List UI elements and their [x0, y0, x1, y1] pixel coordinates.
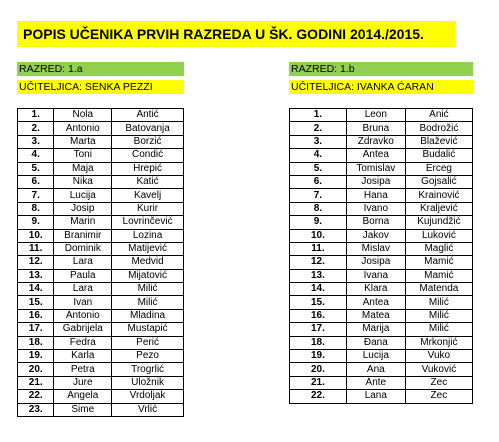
student-last-name: Pezo [112, 350, 184, 363]
student-last-name: Mamić [405, 269, 472, 282]
table-row [290, 309, 473, 322]
table-row [290, 162, 473, 175]
student-first-name: Fedra [54, 336, 112, 349]
table-row [290, 189, 473, 202]
student-first-name: Maja [54, 162, 112, 175]
table-row [18, 229, 184, 242]
student-last-name: Mustapić [112, 323, 184, 336]
student-number: 6. [290, 175, 347, 188]
student-first-name: Ante [346, 376, 405, 389]
student-number: 3. [18, 135, 54, 148]
table-row [18, 135, 184, 148]
student-number: 15. [290, 296, 347, 309]
table-row [290, 149, 473, 162]
table-row [290, 269, 473, 282]
student-number: 1. [18, 109, 54, 122]
student-last-name: Mamić [405, 256, 472, 269]
student-first-name: Hana [346, 189, 405, 202]
table-row [290, 109, 473, 122]
student-first-name: Nika [54, 175, 112, 188]
student-number: 7. [18, 189, 54, 202]
student-first-name: Antonio [54, 309, 112, 322]
student-last-name: Katić [112, 175, 184, 188]
table-row [290, 363, 473, 376]
table-row [18, 162, 184, 175]
table-row [18, 149, 184, 162]
table-row [290, 350, 473, 363]
table-row [18, 189, 184, 202]
table-row [18, 323, 184, 336]
student-number: 13. [290, 269, 347, 282]
student-last-name: Milić [405, 296, 472, 309]
student-last-name: Zec [405, 376, 472, 389]
student-number: 19. [290, 350, 347, 363]
student-number: 18. [18, 336, 54, 349]
student-first-name: Paula [54, 269, 112, 282]
student-number: 4. [18, 149, 54, 162]
student-number: 10. [290, 229, 347, 242]
student-first-name: Josip [54, 202, 112, 215]
student-first-name: Gabrijela [54, 323, 112, 336]
student-number: 16. [290, 309, 347, 322]
student-last-name: Perić [112, 336, 184, 349]
student-number: 10. [18, 229, 54, 242]
table-row [18, 296, 184, 309]
table-row [290, 175, 473, 188]
student-last-name: Matijević [112, 242, 184, 255]
table-row [18, 109, 184, 122]
table-row [18, 122, 184, 135]
student-first-name: Lana [346, 390, 405, 403]
table-row [18, 283, 184, 296]
student-number: 22. [290, 390, 347, 403]
student-last-name: Lovrinčević [112, 216, 184, 229]
student-last-name: Milić [405, 323, 472, 336]
class-1b-teacher: UČITELJICA: IVANKA ĆARAN [289, 80, 473, 94]
student-last-name: Kurir [112, 202, 184, 215]
student-last-name: Milić [112, 283, 184, 296]
student-number: 3. [290, 135, 347, 148]
table-row [290, 390, 473, 403]
table-row [290, 122, 473, 135]
student-number: 20. [18, 363, 54, 376]
student-first-name: Marija [346, 323, 405, 336]
student-number: 20. [290, 363, 347, 376]
student-number: 1. [290, 109, 347, 122]
table-row [290, 242, 473, 255]
student-number: 11. [290, 242, 347, 255]
student-first-name: Mislav [346, 242, 405, 255]
student-number: 18. [290, 336, 347, 349]
student-first-name: Borna [346, 216, 405, 229]
student-first-name: Ana [346, 363, 405, 376]
table-row [18, 202, 184, 215]
table-row [290, 296, 473, 309]
student-last-name: Vrlić [112, 403, 184, 416]
student-first-name: Leon [346, 109, 405, 122]
student-number: 4. [290, 149, 347, 162]
student-first-name: Karla [54, 350, 112, 363]
student-number: 22. [18, 390, 54, 403]
student-last-name: Lozina [112, 229, 184, 242]
student-first-name: Lucija [54, 189, 112, 202]
student-number: 7. [290, 189, 347, 202]
student-number: 12. [18, 256, 54, 269]
student-last-name: Mijatović [112, 269, 184, 282]
student-number: 14. [18, 283, 54, 296]
student-number: 9. [290, 216, 347, 229]
student-first-name: Antea [346, 149, 405, 162]
table-row [290, 135, 473, 148]
student-first-name: Ivano [346, 202, 405, 215]
table-row [18, 309, 184, 322]
student-last-name: Anić [405, 109, 472, 122]
table-row [18, 242, 184, 255]
student-last-name: Vuko [405, 350, 472, 363]
student-last-name: Batovanja [112, 122, 184, 135]
student-last-name: Blažević [405, 135, 472, 148]
student-first-name: Jakov [346, 229, 405, 242]
student-last-name: Medvid [112, 256, 184, 269]
student-first-name: Klara [346, 283, 405, 296]
table-row [290, 216, 473, 229]
student-first-name: Toni [54, 149, 112, 162]
table-row [290, 336, 473, 349]
student-number: 5. [290, 162, 347, 175]
student-number: 8. [18, 202, 54, 215]
table-row [18, 376, 184, 389]
student-last-name: Kraljević [405, 202, 472, 215]
student-first-name: Bruna [346, 122, 405, 135]
student-first-name: Tomislav [346, 162, 405, 175]
student-last-name: Maglić [405, 242, 472, 255]
student-first-name: Josipa [346, 175, 405, 188]
class-1a-roster-table [17, 108, 184, 417]
student-last-name: Vrdoljak [112, 390, 184, 403]
student-first-name: Marin [54, 216, 112, 229]
table-row [290, 283, 473, 296]
class-1a-teacher: UČITELJICA: SENKA PEZZI [17, 80, 184, 94]
student-last-name: Čondić [112, 149, 184, 162]
student-first-name: Petra [54, 363, 112, 376]
student-last-name: Erceg [405, 162, 472, 175]
student-number: 16. [18, 309, 54, 322]
student-first-name: Marta [54, 135, 112, 148]
student-last-name: Luković [405, 229, 472, 242]
class-1b-label: RAZRED: 1.b [289, 62, 473, 76]
student-last-name: Vuković [405, 363, 472, 376]
student-number: 13. [18, 269, 54, 282]
student-number: 21. [18, 376, 54, 389]
student-first-name: Dominik [54, 242, 112, 255]
student-number: 5. [18, 162, 54, 175]
table-row [18, 363, 184, 376]
table-row [18, 390, 184, 403]
table-row [18, 403, 184, 416]
student-number: 19. [18, 350, 54, 363]
student-number: 17. [18, 323, 54, 336]
student-first-name: Ivan [54, 296, 112, 309]
table-row [18, 336, 184, 349]
page-title: POPIS UČENIKA PRVIH RAZREDA U ŠK. GODINI 2014./2015. [17, 21, 455, 47]
student-number: 17. [290, 323, 347, 336]
student-first-name: Lucija [346, 350, 405, 363]
class-1a-label: RAZRED: 1.a [17, 62, 184, 76]
student-last-name: Borzić [112, 135, 184, 148]
student-first-name: Josipa [346, 256, 405, 269]
table-row [18, 216, 184, 229]
student-last-name: Milić [112, 296, 184, 309]
student-first-name: Lara [54, 256, 112, 269]
student-last-name: Bodrožić [405, 122, 472, 135]
table-row [290, 256, 473, 269]
student-last-name: Matenda [405, 283, 472, 296]
student-first-name: Matea [346, 309, 405, 322]
student-number: 14. [290, 283, 347, 296]
student-first-name: Jure [54, 376, 112, 389]
student-last-name: Trogrlić [112, 363, 184, 376]
student-last-name: Hrepić [112, 162, 184, 175]
student-first-name: Ivana [346, 269, 405, 282]
student-number: 23. [18, 403, 54, 416]
student-first-name: Branimir [54, 229, 112, 242]
student-last-name: Zec [405, 390, 472, 403]
student-first-name: Nola [54, 109, 112, 122]
class-1b-roster-table [289, 108, 473, 404]
student-last-name: Gojsalić [405, 175, 472, 188]
table-row [18, 269, 184, 282]
table-row [290, 323, 473, 336]
student-number: 9. [18, 216, 54, 229]
table-row [290, 202, 473, 215]
student-first-name: Lara [54, 283, 112, 296]
student-first-name: Antea [346, 296, 405, 309]
student-last-name: Kavelj [112, 189, 184, 202]
student-number: 15. [18, 296, 54, 309]
student-last-name: Krainović [405, 189, 472, 202]
student-number: 21. [290, 376, 347, 389]
student-last-name: Uložnik [112, 376, 184, 389]
student-last-name: Mrkonjić [405, 336, 472, 349]
student-number: 2. [18, 122, 54, 135]
table-row [290, 376, 473, 389]
student-number: 6. [18, 175, 54, 188]
table-row [18, 256, 184, 269]
student-number: 11. [18, 242, 54, 255]
student-number: 2. [290, 122, 347, 135]
student-first-name: Šime [54, 403, 112, 416]
student-last-name: Mladina [112, 309, 184, 322]
student-first-name: Antonio [54, 122, 112, 135]
table-row [18, 175, 184, 188]
student-first-name: Angela [54, 390, 112, 403]
table-row [290, 229, 473, 242]
student-first-name: Đana [346, 336, 405, 349]
student-last-name: Milić [405, 309, 472, 322]
student-last-name: Budalić [405, 149, 472, 162]
student-last-name: Kujundžić [405, 216, 472, 229]
student-number: 8. [290, 202, 347, 215]
student-first-name: Zdravko [346, 135, 405, 148]
student-number: 12. [290, 256, 347, 269]
table-row [18, 350, 184, 363]
student-last-name: Antić [112, 109, 184, 122]
